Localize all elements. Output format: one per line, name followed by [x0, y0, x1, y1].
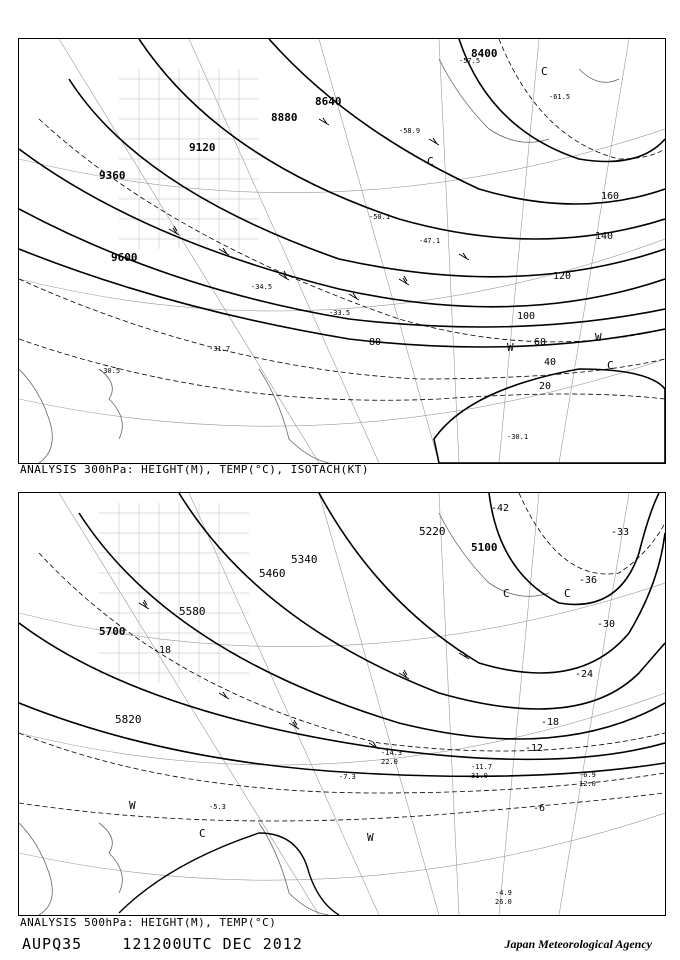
map-500hpa	[18, 492, 666, 916]
station-value: -14.3	[381, 749, 403, 757]
temp-label: -30.5	[99, 367, 121, 375]
temp-contour-label: -33	[611, 527, 630, 538]
center-warm: W	[129, 799, 136, 812]
temp-label: -31.7	[209, 345, 231, 353]
map-500hpa-svg	[19, 493, 665, 915]
height-label-5220: 5220	[419, 525, 446, 538]
height-label-5820: 5820	[115, 713, 142, 726]
temp-contour-label: -24	[575, 669, 594, 680]
station-value: -6.9	[579, 771, 596, 779]
isotach-label-120: 120	[553, 271, 572, 282]
chart-identifier	[22, 935, 303, 953]
temp-contour-label: -30	[597, 619, 616, 630]
height-label-5580: 5580	[179, 605, 206, 618]
isotach-label-20: 20	[539, 381, 552, 392]
height-label-8880: 8880	[271, 111, 298, 124]
isotach-label-80: 80	[369, 337, 382, 348]
center-warm: W	[367, 831, 374, 844]
height-label-9120: 9120	[189, 141, 216, 154]
center-cold: C	[427, 155, 434, 168]
map-300hpa-svg	[19, 39, 665, 463]
station-value: -7.3	[339, 773, 356, 781]
map-300hpa-caption: ANALYSIS 300hPa: HEIGHT(M), TEMP(°C), ISOTACH(KT)	[20, 463, 370, 476]
temp-label: -34.5	[251, 283, 273, 291]
height-label-5100: 5100	[471, 541, 498, 554]
temp-label: -33.5	[329, 309, 351, 317]
height-label-8640: 8640	[315, 95, 342, 108]
temp-label: -50.1	[369, 213, 391, 221]
temp-contour-label: -36	[579, 575, 598, 586]
coastlines	[19, 59, 619, 463]
height-contours	[19, 39, 665, 347]
station-value: -4.9	[495, 889, 512, 897]
temp-contour-label: -12	[525, 743, 544, 754]
station-value: 12.0	[579, 780, 596, 788]
temp-contour-label: -18	[153, 645, 172, 656]
terrain-hatching	[99, 503, 249, 683]
height-label-5700: 5700	[99, 625, 126, 638]
chart-valid-time: 121200UTC DEC 2012	[122, 935, 303, 953]
chart-code: AUPQ35	[22, 935, 83, 953]
center-cold: C	[199, 827, 206, 840]
station-value: -5.3	[209, 803, 226, 811]
temp-label: -47.1	[419, 237, 441, 245]
terrain-hatching	[119, 69, 259, 249]
temp-label: -58.9	[399, 127, 421, 135]
center-cold: C	[541, 65, 548, 78]
station-value: -11.7	[471, 763, 493, 771]
isotach-label-100: 100	[517, 311, 536, 322]
temp-label: -61.5	[549, 93, 571, 101]
station-value: 22.0	[381, 758, 398, 766]
station-value: 31.0	[471, 772, 488, 780]
center-cold: C	[564, 587, 571, 600]
isotach-label-60: 60	[534, 337, 547, 348]
center-warm: W	[507, 341, 514, 354]
center-warm: W	[595, 331, 602, 344]
isotach-label-40: 40	[544, 357, 557, 368]
height-label-5340: 5340	[291, 553, 318, 566]
agency-credit: Japan Meteorological Agency	[504, 937, 652, 951]
height-label-9600: 9600	[111, 251, 138, 264]
height-label-5460: 5460	[259, 567, 286, 580]
temp-contour-label: -18	[541, 717, 560, 728]
temp-contour-label: -42	[491, 503, 510, 514]
isotach-label-160: 160	[601, 191, 620, 202]
station-value: 26.0	[495, 898, 512, 906]
temp-label: -30.1	[507, 433, 529, 441]
center-cold: C	[503, 587, 510, 600]
temp-contour-label: -6	[533, 803, 546, 814]
map-300hpa	[18, 38, 666, 464]
temp-label: -57.5	[459, 57, 481, 65]
isotach-label-140: 140	[595, 231, 614, 242]
center-cold: C	[607, 359, 614, 372]
height-label-8400: 8400	[471, 47, 498, 60]
map-500hpa-caption: ANALYSIS 500hPa: HEIGHT(M), TEMP(°C)	[20, 916, 277, 929]
height-label-9360: 9360	[99, 169, 126, 182]
